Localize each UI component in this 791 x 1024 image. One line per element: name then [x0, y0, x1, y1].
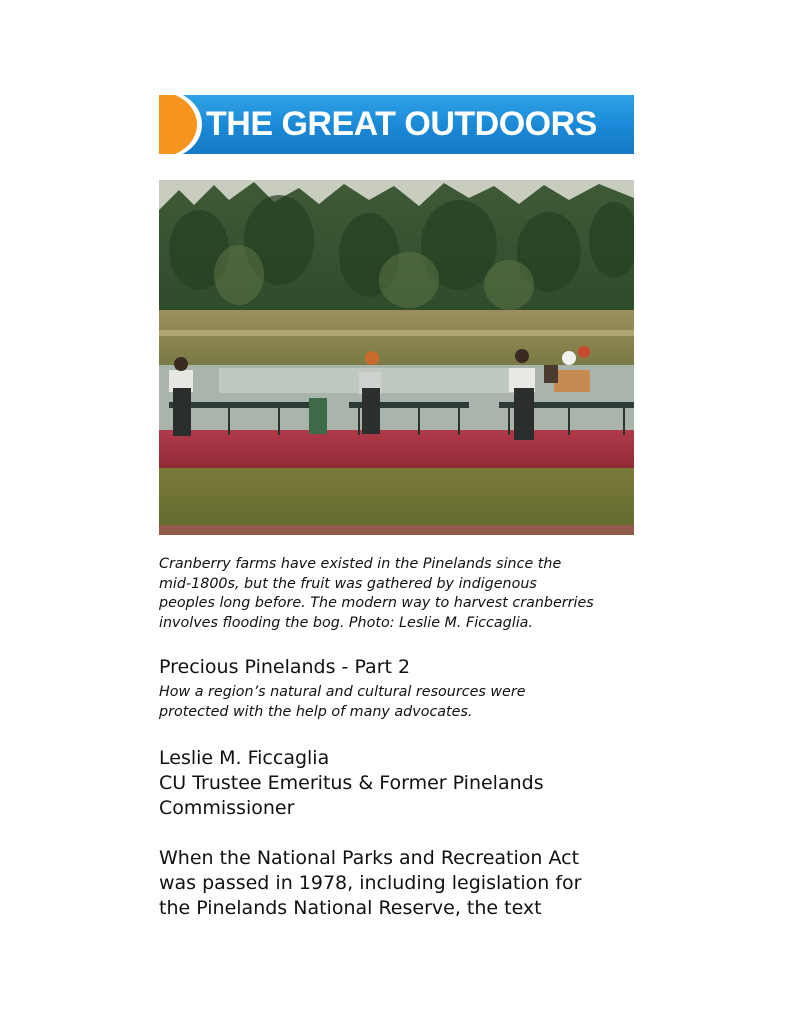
subtitle-line: How a region’s natural and cultural resources were	[159, 684, 526, 700]
author-name: Leslie M. Ficcaglia	[159, 747, 330, 769]
section-banner	[159, 95, 634, 154]
body-line: When the National Parks and Recreation Act	[159, 847, 580, 869]
sun-logo-icon	[159, 95, 197, 154]
body-line: was passed in 1978, including legislation for	[159, 872, 582, 894]
author-title-line: CU Trustee Emeritus & Former Pinelands	[159, 772, 544, 794]
article-title: Precious Pinelands - Part 2	[159, 656, 411, 678]
article-subtitle	[159, 683, 639, 722]
caption-line: Cranberry farms have existed in the Pinelands since the	[159, 556, 562, 572]
cranberry-harvest-photo	[159, 180, 634, 535]
caption-line: peoples long before. The modern way to harvest cranberries	[159, 595, 594, 611]
author-byline	[159, 746, 639, 821]
caption-line: mid-1800s, but the fruit was gathered by indigenous	[159, 575, 537, 592]
caption-line: involves flooding the bog. Photo: Leslie M. Ficcaglia.	[159, 614, 533, 631]
body-line: the Pinelands National Reserve, the text	[159, 897, 542, 919]
banner-title: THE GREAT OUTDOORS	[206, 105, 597, 143]
author-title-line: Commissioner	[159, 797, 295, 819]
subtitle-line: protected with the help of many advocates.	[159, 703, 473, 720]
article-body	[159, 846, 639, 921]
photo-caption	[159, 555, 639, 633]
